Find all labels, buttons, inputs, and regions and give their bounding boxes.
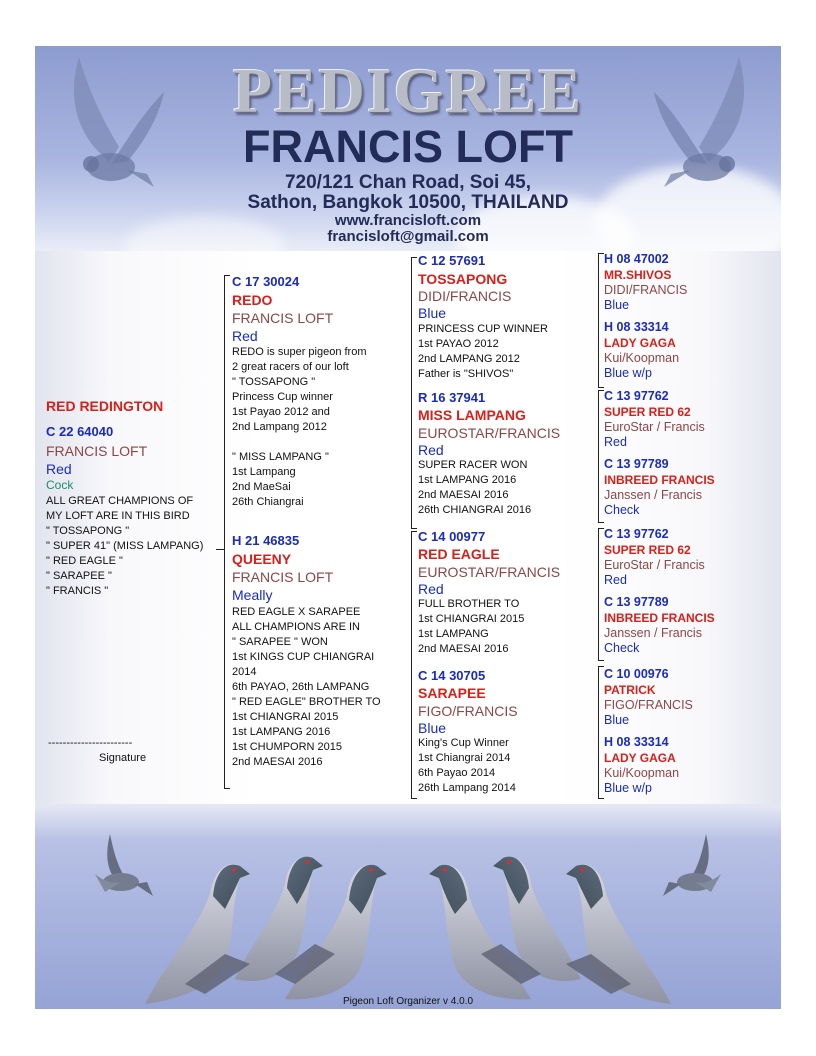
loft-name: FRANCIS LOFT bbox=[243, 121, 573, 172]
remark-line: 1st LAMPANG 2016 bbox=[232, 726, 331, 738]
grandparent-ring: R 16 37941 bbox=[418, 390, 486, 405]
remark-line: " SARAPEE " WON bbox=[232, 636, 328, 648]
ggp-name: INBREED FRANCIS bbox=[604, 473, 715, 487]
ggp-name: LADY GAGA bbox=[604, 336, 676, 350]
signature-line: ----------------------- bbox=[48, 737, 133, 749]
ggp-ring: C 13 97789 bbox=[604, 457, 669, 471]
remark-line: " FRANCIS " bbox=[46, 585, 109, 597]
ggp-ring: H 08 33314 bbox=[604, 320, 669, 334]
bracket-line bbox=[598, 253, 599, 388]
subject-ring: C 22 64040 bbox=[46, 424, 114, 439]
ggp-name: PATRICK bbox=[604, 683, 656, 697]
remark-line: 1st CHUMPORN 2015 bbox=[232, 741, 343, 753]
ggp-breeder: Kui/Koopman bbox=[604, 351, 680, 365]
grandparent-ring: C 12 57691 bbox=[418, 253, 486, 268]
grandparent-remarks bbox=[418, 458, 531, 518]
remark-line: " TOSSAPONG " bbox=[46, 525, 130, 537]
dam-remarks bbox=[232, 605, 381, 770]
remark-line: 2nd Lampang 2012 bbox=[232, 421, 327, 433]
remark-line: 6th Payao 2014 bbox=[418, 767, 496, 779]
sire-remarks bbox=[232, 345, 367, 510]
remark-line: 1st CHIANGRAI 2015 bbox=[418, 613, 525, 625]
remark-line: 1st CHIANGRAI 2015 bbox=[232, 711, 339, 723]
ggp-ring: H 08 33314 bbox=[604, 735, 669, 749]
remark-line: ALL GREAT CHAMPIONS OF bbox=[46, 495, 194, 507]
ggp-color: Blue bbox=[604, 713, 630, 727]
remark-line: 2nd MaeSai bbox=[232, 481, 291, 493]
grandparent-breeder: EUROSTAR/FRANCIS bbox=[418, 425, 561, 441]
bracket-line bbox=[411, 531, 417, 532]
remark-line: 2nd MAESAI 2016 bbox=[232, 756, 323, 768]
ggp-breeder: DIDI/FRANCIS bbox=[604, 283, 688, 297]
email[interactable]: francisloft@gmail.com bbox=[327, 228, 489, 245]
subject-name: RED REDINGTON bbox=[46, 398, 164, 414]
remark-line: 1st KINGS CUP CHIANGRAI bbox=[232, 651, 375, 663]
bracket-line bbox=[224, 788, 230, 789]
ggp-breeder: EuroStar / Francis bbox=[604, 420, 705, 434]
remark-line: 26th CHIANGRAI 2016 bbox=[418, 504, 532, 516]
ggp-color: Check bbox=[604, 641, 640, 655]
bracket-line bbox=[224, 275, 225, 789]
address-line-2: Sathon, Bangkok 10500, THAILAND bbox=[247, 192, 569, 213]
ggp-color: Red bbox=[604, 435, 627, 449]
ggp-ring: C 13 97762 bbox=[604, 389, 669, 403]
grandparent-remarks bbox=[418, 322, 548, 382]
ggp-breeder: EuroStar / Francis bbox=[604, 558, 705, 572]
grandparent-breeder: EUROSTAR/FRANCIS bbox=[418, 564, 561, 580]
pedigree-title: PEDIGREE bbox=[232, 55, 584, 126]
ggp-ring: C 10 00976 bbox=[604, 667, 669, 681]
remark-line: FULL BROTHER TO bbox=[418, 598, 520, 610]
ggp-ring: C 13 97762 bbox=[604, 527, 669, 541]
subject-sex: Cock bbox=[46, 478, 74, 492]
header-banner bbox=[35, 46, 781, 251]
remark-line: 2nd LAMPANG 2012 bbox=[418, 353, 520, 365]
remark-line: " MISS LAMPANG " bbox=[232, 451, 329, 463]
bracket-line bbox=[598, 798, 604, 799]
bracket-line bbox=[411, 257, 412, 529]
bracket-line bbox=[598, 387, 604, 388]
grandparent-ring: C 14 00977 bbox=[418, 529, 486, 544]
remark-line: 6th PAYAO, 26th LAMPANG bbox=[232, 681, 370, 693]
grandparent-name: TOSSAPONG bbox=[418, 271, 508, 287]
remark-line: " TOSSAPONG " bbox=[232, 376, 316, 388]
remark-line: " RED EAGLE " bbox=[46, 555, 123, 567]
remark-line: King's Cup Winner bbox=[418, 737, 509, 749]
dam-name: QUEENY bbox=[232, 551, 292, 567]
ggp-color: Blue bbox=[604, 298, 630, 312]
bracket-line bbox=[411, 257, 417, 258]
ggp-color: Blue w/p bbox=[604, 781, 652, 795]
remark-line: Father is "SHIVOS" bbox=[418, 368, 514, 380]
grandparent-color: Red bbox=[418, 442, 444, 458]
remark-line: 1st Lampang bbox=[232, 466, 296, 478]
ggp-name: SUPER RED 62 bbox=[604, 405, 691, 419]
bracket-line bbox=[411, 528, 417, 529]
pedigree-sheet bbox=[35, 46, 781, 1009]
grandparent-color: Red bbox=[418, 581, 444, 597]
sire-ring: C 17 30024 bbox=[232, 274, 300, 289]
remark-line: 2014 bbox=[232, 666, 257, 678]
grandparent-color: Blue bbox=[418, 305, 447, 321]
dam-ring: H 21 46835 bbox=[232, 533, 300, 548]
subject-remarks bbox=[46, 494, 203, 599]
remark-line: " SUPER 41" (MISS LAMPANG) bbox=[46, 540, 204, 552]
subject-color: Red bbox=[46, 461, 72, 477]
website[interactable]: www.francisloft.com bbox=[334, 212, 482, 229]
ggp-color: Check bbox=[604, 503, 640, 517]
bracket-line bbox=[598, 522, 604, 523]
remark-line: " SARAPEE " bbox=[46, 570, 112, 582]
grandparent-name: RED EAGLE bbox=[418, 546, 500, 562]
remark-line: PRINCESS CUP WINNER bbox=[418, 323, 548, 335]
software-version: Pigeon Loft Organizer v 4.0.0 bbox=[342, 996, 474, 1007]
bracket-line bbox=[224, 275, 230, 276]
ggp-color: Blue w/p bbox=[604, 366, 652, 380]
ggp-name: LADY GAGA bbox=[604, 751, 676, 765]
remark-line bbox=[232, 435, 367, 450]
bracket-line bbox=[598, 666, 599, 799]
pigeons-illustration-icon bbox=[35, 804, 781, 1009]
ggp-name: SUPER RED 62 bbox=[604, 543, 691, 557]
remark-line: 1st LAMPANG bbox=[418, 628, 489, 640]
ggp-color: Red bbox=[604, 573, 627, 587]
remark-line: 1st Payao 2012 and bbox=[232, 406, 330, 418]
remark-line: SUPER RACER WON bbox=[418, 459, 528, 471]
ggp-breeder: Janssen / Francis bbox=[604, 488, 702, 502]
remark-line: RED EAGLE X SARAPEE bbox=[232, 606, 361, 618]
remark-line: 2nd MAESAI 2016 bbox=[418, 489, 509, 501]
bracket-line bbox=[216, 549, 224, 550]
remark-line: 1st PAYAO 2012 bbox=[418, 338, 499, 350]
remark-line: " RED EAGLE" BROTHER TO bbox=[232, 696, 381, 708]
remark-line: 2nd MAESAI 2016 bbox=[418, 643, 509, 655]
remark-line: ALL CHAMPIONS ARE IN bbox=[232, 621, 360, 633]
dam-color: Meally bbox=[232, 587, 273, 603]
ggp-ring: H 08 47002 bbox=[604, 252, 669, 266]
remark-line: 1st Chiangrai 2014 bbox=[418, 752, 511, 764]
ggp-breeder: Kui/Koopman bbox=[604, 766, 680, 780]
grandparent-name: MISS LAMPANG bbox=[418, 407, 526, 423]
sire-breeder: FRANCIS LOFT bbox=[232, 310, 334, 326]
grandparent-color: Blue bbox=[418, 720, 447, 736]
grandparent-breeder: FIGO/FRANCIS bbox=[418, 703, 518, 719]
grandparent-breeder: DIDI/FRANCIS bbox=[418, 288, 512, 304]
remark-line: MY LOFT ARE IN THIS BIRD bbox=[46, 510, 190, 522]
ggp-breeder: Janssen / Francis bbox=[604, 626, 702, 640]
remark-line: 26th Chiangrai bbox=[232, 496, 304, 508]
bracket-line bbox=[411, 531, 412, 799]
ggp-ring: C 13 97789 bbox=[604, 595, 669, 609]
bracket-line bbox=[598, 528, 599, 661]
footer-banner bbox=[35, 804, 781, 1009]
sire-color: Red bbox=[232, 328, 258, 344]
grandparent-name: SARAPEE bbox=[418, 685, 486, 701]
grandparent-ring: C 14 30705 bbox=[418, 668, 486, 683]
bracket-line bbox=[411, 798, 417, 799]
ggp-breeder: FIGO/FRANCIS bbox=[604, 698, 693, 712]
bracket-line bbox=[598, 390, 599, 523]
grandparent-remarks bbox=[418, 736, 516, 796]
remark-line: 1st LAMPANG 2016 bbox=[418, 474, 517, 486]
remark-line: 2 great racers of our loft bbox=[232, 361, 349, 373]
grandparent-remarks bbox=[418, 597, 524, 657]
address-line-1: 720/121 Chan Road, Soi 45, bbox=[284, 172, 532, 193]
remark-line: REDO is super pigeon from bbox=[232, 346, 367, 358]
sire-name: REDO bbox=[232, 292, 273, 308]
dam-breeder: FRANCIS LOFT bbox=[232, 569, 334, 585]
signature-label: Signature bbox=[99, 752, 147, 764]
bracket-line bbox=[598, 660, 604, 661]
subject-breeder: FRANCIS LOFT bbox=[46, 443, 148, 459]
remark-line: Princess Cup winner bbox=[232, 391, 333, 403]
remark-line: 26th Lampang 2014 bbox=[418, 782, 516, 794]
ggp-name: MR.SHIVOS bbox=[604, 268, 672, 282]
ggp-name: INBREED FRANCIS bbox=[604, 611, 715, 625]
